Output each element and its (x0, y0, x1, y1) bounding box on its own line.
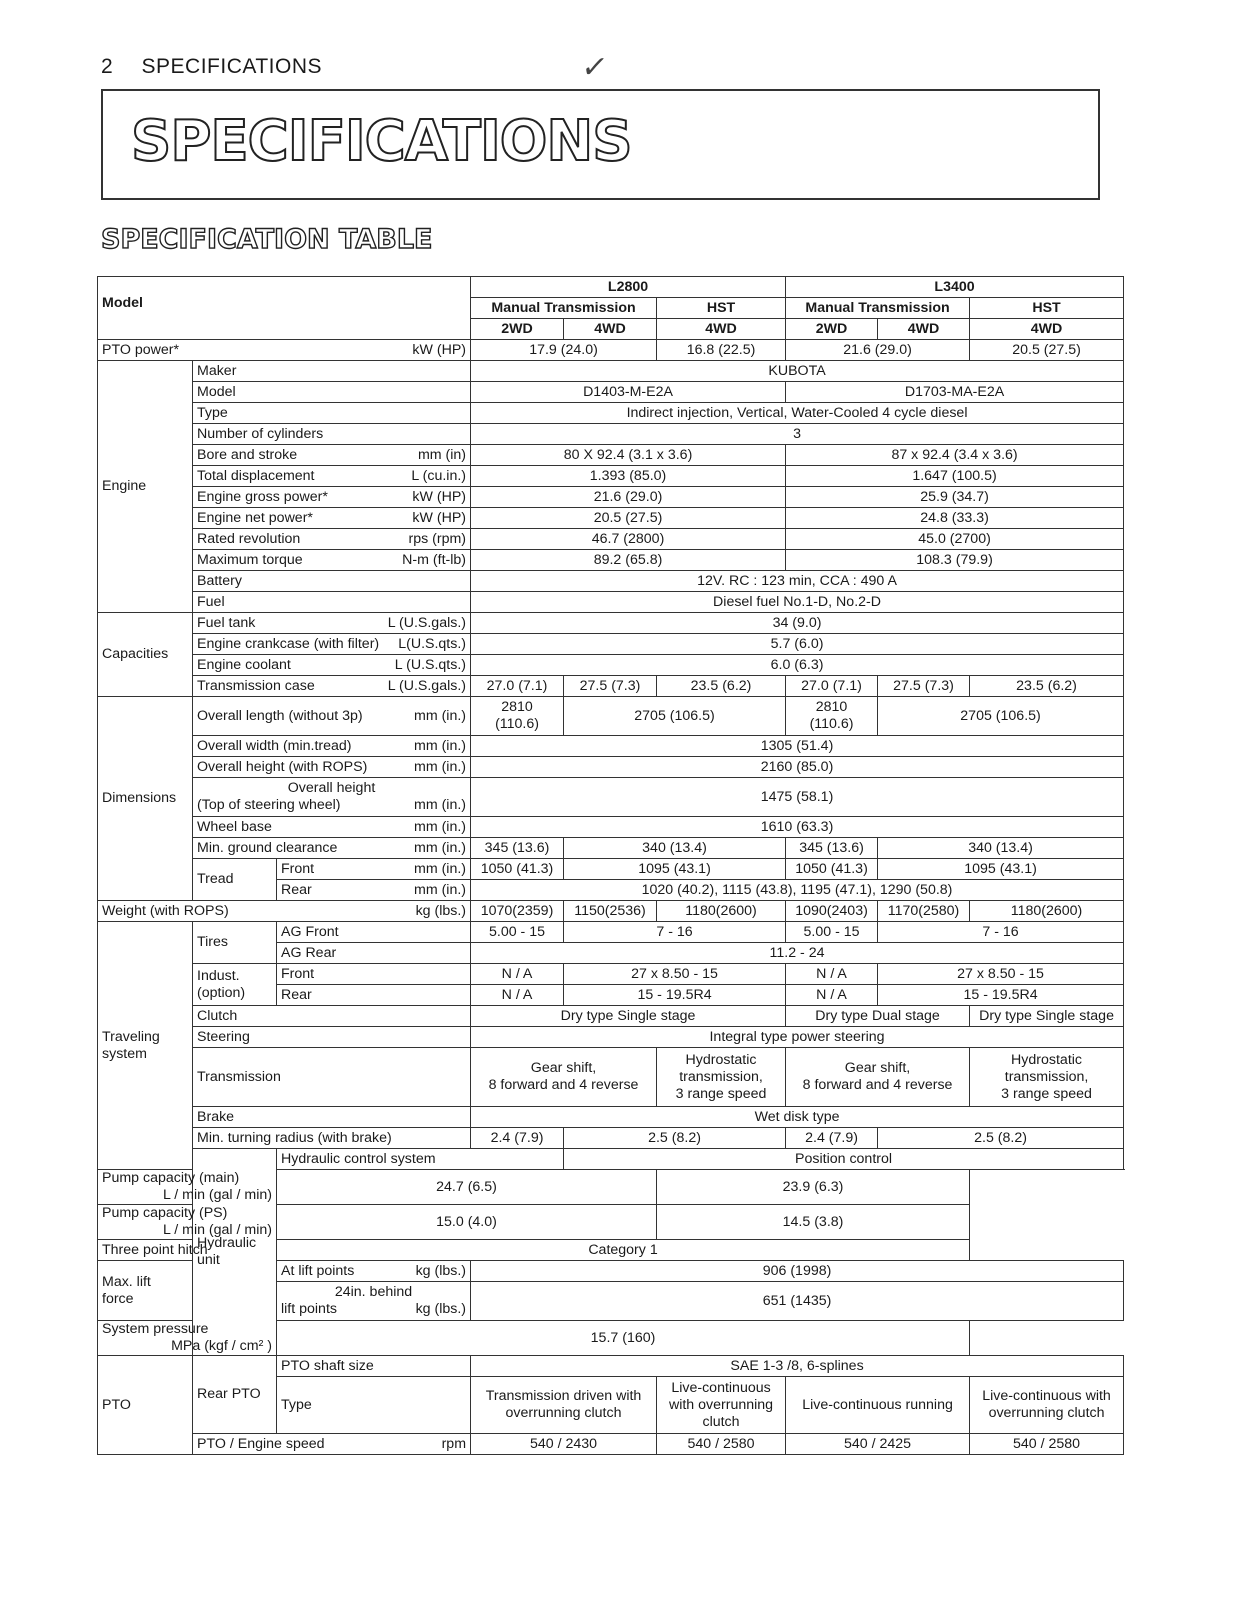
table-row (98, 838, 1124, 859)
value-cell: 540 / 2580 (970, 1434, 1124, 1455)
table-row (98, 382, 1124, 403)
row-label (193, 613, 471, 634)
row-label: Type (193, 403, 471, 424)
label-text: Engine crankcase (with filter) (197, 635, 380, 652)
row-label (277, 1282, 471, 1321)
value-cell: 17.9 (24.0) (471, 340, 657, 361)
unit-text: mm (in) (417, 446, 467, 463)
table-row (98, 424, 1124, 445)
row-label: Hydraulic control system (277, 1149, 564, 1170)
label-text: At lift points (281, 1262, 355, 1279)
row-label: Maker (193, 361, 471, 382)
table-row (98, 1048, 1124, 1107)
value-cell: 27 x 8.50 - 15 (564, 964, 786, 985)
value-cell: N / A (786, 985, 878, 1006)
value-cell: N / A (471, 985, 564, 1006)
value-cell: 1150(2536) (564, 901, 657, 922)
label-text: Front (281, 860, 315, 877)
header-cell: 2WD (471, 319, 564, 340)
value-cell: 1070(2359) (471, 901, 564, 922)
value-cell: 34 (9.0) (471, 613, 1124, 634)
row-label: Number of cylinders (193, 424, 471, 445)
unit-text: mm (in.) (414, 839, 467, 856)
value-cell: D1703-MA-E2A (786, 382, 1124, 403)
row-label: Front (277, 964, 471, 985)
value-line: Live-continuous (671, 1379, 771, 1396)
value-cell: Integral type power steering (471, 1027, 1124, 1048)
table-row (98, 571, 1124, 592)
value-cell: Live-continuous running (786, 1377, 970, 1434)
category-line: Traveling (102, 1028, 160, 1045)
page-number: 2 (101, 55, 114, 78)
label-text: Engine gross power* (197, 488, 328, 505)
unit-text: N-m (ft-lb) (402, 551, 467, 568)
value-cell: 20.5 (27.5) (970, 340, 1124, 361)
row-label: Transmission (193, 1048, 471, 1107)
row-label: Type (277, 1377, 471, 1434)
value-cell: 1170(2580) (878, 901, 970, 922)
value-cell: 540 / 2580 (657, 1434, 786, 1455)
value-cell: 5.00 - 15 (471, 922, 564, 943)
value-cell (786, 697, 878, 736)
row-label (193, 676, 471, 697)
value-cell: 108.3 (79.9) (786, 550, 1124, 571)
value-cell: 23.9 (6.3) (657, 1170, 970, 1205)
unit-text: L(U.S.qts.) (398, 635, 467, 652)
category-engine: Engine (98, 361, 193, 613)
value-cell: 7 - 16 (878, 922, 1124, 943)
value-cell: 1180(2600) (970, 901, 1124, 922)
value-line: transmission, (679, 1068, 763, 1085)
table-row (98, 757, 1124, 778)
row-label (193, 634, 471, 655)
value-cell: Dry type Dual stage (786, 1006, 970, 1027)
value-cell: 1610 (63.3) (471, 817, 1124, 838)
header-cell: 4WD (564, 319, 657, 340)
label-text: (option) (197, 984, 246, 1001)
value-line: clutch (702, 1413, 740, 1430)
label-text: Maximum torque (197, 551, 303, 568)
value-cell: 5.00 - 15 (786, 922, 878, 943)
label-text: Rear (281, 881, 312, 898)
table-row (98, 697, 1124, 736)
unit-text: mm (in.) (414, 818, 467, 835)
row-label: Fuel (193, 592, 471, 613)
value-cell: D1403-M-E2A (471, 382, 786, 403)
unit-text: kg (lbs.) (415, 1301, 467, 1317)
value-cell: 1.393 (85.0) (471, 466, 786, 487)
value-cell: KUBOTA (471, 361, 1124, 382)
label-text: Overall length (without 3p) (197, 707, 363, 724)
table-row (98, 508, 1124, 529)
value-cell: N / A (471, 964, 564, 985)
table-row (98, 901, 1124, 922)
label-text: PTO / Engine speed (197, 1435, 325, 1452)
row-label (277, 859, 471, 880)
category-capacities: Capacities (98, 613, 193, 697)
value-line: 8 forward and 4 reverse (802, 1077, 953, 1093)
value-cell: 1095 (43.1) (878, 859, 1124, 880)
header-cell: 4WD (970, 319, 1124, 340)
value-cell: 2.4 (7.9) (786, 1128, 878, 1149)
unit-text: L (U.S.gals.) (387, 677, 467, 694)
unit-text: L / min (gal / min) (162, 1222, 272, 1238)
category-dimensions: Dimensions (98, 697, 193, 901)
value-cell: 3 (471, 424, 1124, 445)
unit-text: rpm (441, 1435, 467, 1452)
table-row (98, 403, 1124, 424)
table-row (98, 922, 1124, 943)
value-cell (970, 1048, 1124, 1107)
label-text: Min. ground clearance (197, 839, 338, 856)
page-title: SPECIFICATIONS (131, 109, 632, 174)
row-label (98, 1321, 277, 1356)
unit-text: kW (HP) (412, 509, 467, 526)
category-line: unit (197, 1252, 220, 1268)
value-cell: 24.8 (33.3) (786, 508, 1124, 529)
value-cell (657, 1048, 786, 1107)
unit-text: kg (lbs.) (415, 1262, 467, 1279)
model-l3400: L3400 (786, 277, 1124, 298)
value-cell: 2705 (106.5) (564, 697, 786, 736)
value-cell: 1.647 (100.5) (786, 466, 1124, 487)
table-row (98, 361, 1124, 382)
category-pto: PTO (98, 1356, 193, 1455)
value-cell: Dry type Single stage (970, 1006, 1124, 1027)
table-row (98, 964, 1124, 985)
value-cell: Category 1 (277, 1240, 970, 1261)
value-cell: 5.7 (6.0) (471, 634, 1124, 655)
row-label: Battery (193, 571, 471, 592)
value-cell: 1305 (51.4) (471, 736, 1124, 757)
table-row (98, 817, 1124, 838)
category-traveling (98, 922, 193, 1170)
model-label: Model (98, 277, 471, 340)
category-line: Hydraulic (197, 1235, 257, 1251)
label-text: Overall height (287, 780, 376, 796)
label-text: Overall height (with ROPS) (197, 758, 368, 775)
value-cell: 87 x 92.4 (3.4 x 3.6) (786, 445, 1124, 466)
label-text: Transmission case (197, 677, 315, 694)
table-row (98, 736, 1124, 757)
value-cell: 651 (1435) (471, 1282, 1124, 1321)
value-line: Hydrostatic (1011, 1051, 1083, 1068)
label-text: Weight (with ROPS) (102, 902, 229, 919)
value-line: transmission, (1004, 1068, 1089, 1085)
row-label (193, 445, 471, 466)
value-cell: Diesel fuel No.1-D, No.2-D (471, 592, 1124, 613)
label-text: Pump capacity (main) (102, 1170, 240, 1186)
value-cell: 1095 (43.1) (564, 859, 786, 880)
value-cell: 1020 (40.2), 1115 (43.8), 1195 (47.1), 1290 (50.8) (471, 880, 1124, 901)
row-label (193, 655, 471, 676)
value-cell: 2160 (85.0) (471, 757, 1124, 778)
row-label (193, 529, 471, 550)
row-label (193, 778, 471, 817)
label-text: Overall width (min.tread) (197, 737, 352, 754)
value-cell: 1090(2403) (786, 901, 878, 922)
table-row (98, 1107, 1124, 1128)
row-label: Min. turning radius (with brake) (193, 1128, 471, 1149)
unit-text: L (cu.in.) (411, 467, 467, 484)
unit-text: kW (HP) (412, 488, 467, 505)
value-cell: 15 - 19.5R4 (564, 985, 786, 1006)
check-mark: ✓ (579, 51, 611, 84)
label-text: Pump capacity (PS) (102, 1205, 228, 1221)
value-cell: 6.0 (6.3) (471, 655, 1124, 676)
row-label (193, 964, 277, 1006)
row-label (193, 736, 471, 757)
value-cell: 12V. RC : 123 min, CCA : 490 A (471, 571, 1124, 592)
value-cell: 906 (1998) (471, 1261, 1124, 1282)
header-cell: Manual Transmission (471, 298, 657, 319)
value-line: with overrunning (668, 1396, 774, 1413)
value-cell: 11.2 - 24 (471, 943, 1124, 964)
value-cell (471, 697, 564, 736)
value-cell: 80 X 92.4 (3.1 x 3.6) (471, 445, 786, 466)
row-label: Rear (277, 985, 471, 1006)
label-text: Total displacement (197, 467, 315, 484)
row-label: Tires (193, 922, 277, 964)
label-text: Wheel base (197, 818, 272, 835)
value-line: Hydrostatic (685, 1051, 757, 1068)
unit-text: L (U.S.qts.) (394, 656, 467, 673)
unit-text: mm (in.) (414, 737, 467, 754)
label-text: (Top of steering wheel) (197, 797, 341, 813)
value-cell: 16.8 (22.5) (657, 340, 786, 361)
row-label (277, 880, 471, 901)
row-label (193, 487, 471, 508)
table-row (98, 655, 1124, 676)
table-row (98, 445, 1124, 466)
unit-text: L / min (gal / min) (162, 1187, 272, 1203)
value-cell: 21.6 (29.0) (471, 487, 786, 508)
value-cell: 1050 (41.3) (471, 859, 564, 880)
label-text: Bore and stroke (197, 446, 298, 463)
value-cell: 89.2 (65.8) (471, 550, 786, 571)
value-line: (110.6) (809, 716, 854, 732)
row-label (98, 1170, 277, 1205)
row-label (193, 838, 471, 859)
label-text: lift points (281, 1301, 337, 1317)
value-cell: 21.6 (29.0) (786, 340, 970, 361)
value-cell: 15.0 (4.0) (277, 1205, 657, 1240)
unit-text: mm (in.) (414, 860, 467, 877)
value-cell: 15 - 19.5R4 (878, 985, 1124, 1006)
value-cell (471, 1048, 657, 1107)
value-cell: Indirect injection, Vertical, Water-Cooled 4 cycle diesel (471, 403, 1124, 424)
value-cell: 2.5 (8.2) (878, 1128, 1124, 1149)
value-cell: 1475 (58.1) (471, 778, 1124, 817)
unit-text: kW (HP) (412, 341, 467, 358)
label-text: Max. lift (102, 1273, 151, 1290)
label-text: System pressure (102, 1321, 209, 1337)
row-label: AG Front (277, 922, 471, 943)
value-cell (970, 1377, 1124, 1434)
value-line: 2810 (815, 699, 848, 715)
value-cell: 23.5 (6.2) (657, 676, 786, 697)
value-cell (657, 1377, 786, 1434)
row-label (98, 1261, 193, 1321)
value-line: 3 range speed (675, 1085, 767, 1102)
value-cell: 7 - 16 (564, 922, 786, 943)
table-row (98, 466, 1124, 487)
value-cell: N / A (786, 964, 878, 985)
header-cell: Manual Transmission (786, 298, 970, 319)
label-text: 24in. behind (334, 1284, 413, 1300)
table-row (98, 613, 1124, 634)
value-cell: 24.7 (6.5) (277, 1170, 657, 1205)
unit-text: mm (in.) (414, 758, 467, 775)
row-label (193, 817, 471, 838)
label-text: Fuel tank (197, 614, 256, 631)
value-cell: 27.5 (7.3) (564, 676, 657, 697)
header-cell: 2WD (786, 319, 878, 340)
row-label (277, 1261, 471, 1282)
value-cell: Position control (564, 1149, 1124, 1170)
value-cell: 23.5 (6.2) (970, 676, 1124, 697)
table-row (98, 1321, 1124, 1356)
table-row (98, 1434, 1124, 1455)
row-label (98, 340, 471, 361)
value-cell: 2.5 (8.2) (564, 1128, 786, 1149)
value-cell: 540 / 2425 (786, 1434, 970, 1455)
value-line: 2810 (501, 699, 533, 715)
table-row (98, 1356, 1124, 1377)
value-cell: 340 (13.4) (878, 838, 1124, 859)
row-label: AG Rear (277, 943, 471, 964)
unit-text: MPa (kgf / cm² ) (171, 1338, 272, 1354)
value-line: Gear shift, (844, 1060, 911, 1076)
section-name: SPECIFICATIONS (141, 55, 322, 78)
label-text: Engine coolant (197, 656, 291, 673)
value-line: overrunning clutch (988, 1405, 1105, 1421)
row-label (193, 466, 471, 487)
value-line: Transmission driven with (485, 1388, 642, 1404)
label-text: force (102, 1290, 134, 1307)
spec-table (97, 276, 1124, 1455)
value-cell: 1050 (41.3) (786, 859, 878, 880)
table-row (98, 487, 1124, 508)
header-cell: HST (657, 298, 786, 319)
title-box (101, 89, 1100, 200)
table-row (98, 859, 1124, 880)
value-line: overrunning clutch (505, 1405, 622, 1421)
value-cell: 27.0 (7.1) (471, 676, 564, 697)
unit-text: mm (in.) (414, 797, 467, 813)
value-cell: 14.5 (3.8) (657, 1205, 970, 1240)
value-line: (110.6) (495, 716, 539, 732)
value-cell: 345 (13.6) (471, 838, 564, 859)
value-cell: 25.9 (34.7) (786, 487, 1124, 508)
row-label (193, 697, 471, 736)
table-row (98, 1149, 1124, 1170)
unit-text: kg (lbs.) (415, 902, 467, 919)
row-label: Three point hitch (98, 1240, 277, 1261)
row-label: Rear PTO (193, 1356, 277, 1434)
label-text: PTO power* (102, 341, 180, 358)
row-label (193, 1434, 471, 1455)
row-label (193, 550, 471, 571)
table-row (98, 1027, 1124, 1048)
value-cell: 345 (13.6) (786, 838, 878, 859)
table-row (98, 1170, 1124, 1205)
row-label: Clutch (193, 1006, 471, 1027)
table-row (98, 277, 1124, 298)
unit-text: mm (in.) (414, 881, 467, 898)
value-cell: Dry type Single stage (471, 1006, 786, 1027)
value-cell: 45.0 (2700) (786, 529, 1124, 550)
label-text: Rated revolution (197, 530, 301, 547)
section-subtitle: SPECIFICATION TABLE (101, 224, 433, 255)
value-cell: 27.0 (7.1) (786, 676, 878, 697)
value-line: Live-continuous with (982, 1388, 1111, 1404)
header-cell: 4WD (657, 319, 786, 340)
value-line: Gear shift, (530, 1060, 597, 1076)
row-label: Tread (193, 859, 277, 901)
row-label: Brake (193, 1107, 471, 1128)
table-row (98, 1128, 1124, 1149)
value-cell: 2705 (106.5) (878, 697, 1124, 736)
table-row (98, 592, 1124, 613)
unit-text: rps (rpm) (408, 530, 467, 547)
value-cell: 540 / 2430 (471, 1434, 657, 1455)
value-cell (786, 1048, 970, 1107)
value-line: 3 range speed (1001, 1085, 1092, 1102)
label-text: Indust. (197, 967, 240, 984)
header-cell: 4WD (878, 319, 970, 340)
header-cell: HST (970, 298, 1124, 319)
table-row (98, 778, 1124, 817)
value-cell: 20.5 (27.5) (471, 508, 786, 529)
row-label: PTO shaft size (277, 1356, 471, 1377)
table-row (98, 676, 1124, 697)
value-cell: 15.7 (160) (277, 1321, 970, 1356)
unit-text: L (U.S.gals.) (387, 614, 467, 631)
page-header (101, 55, 322, 79)
table-row (98, 634, 1124, 655)
value-cell: SAE 1-3 /8, 6-splines (471, 1356, 1124, 1377)
value-cell (471, 1377, 657, 1434)
value-cell: 27 x 8.50 - 15 (878, 964, 1124, 985)
row-label (193, 508, 471, 529)
value-cell: 46.7 (2800) (471, 529, 786, 550)
label-text: Engine net power* (197, 509, 313, 526)
model-l2800: L2800 (471, 277, 786, 298)
row-label (193, 757, 471, 778)
row-label (98, 901, 471, 922)
table-row (98, 340, 1124, 361)
value-line: 8 forward and 4 reverse (488, 1077, 639, 1093)
table-row (98, 529, 1124, 550)
value-cell: 1180(2600) (657, 901, 786, 922)
value-cell: 2.4 (7.9) (471, 1128, 564, 1149)
table-row (98, 1006, 1124, 1027)
value-cell: Wet disk type (471, 1107, 1124, 1128)
row-label: Steering (193, 1027, 471, 1048)
value-cell: 340 (13.4) (564, 838, 786, 859)
unit-text: mm (in.) (414, 707, 467, 724)
category-line: system (102, 1045, 147, 1062)
row-label: Model (193, 382, 471, 403)
value-cell: 27.5 (7.3) (878, 676, 970, 697)
table-row (98, 550, 1124, 571)
